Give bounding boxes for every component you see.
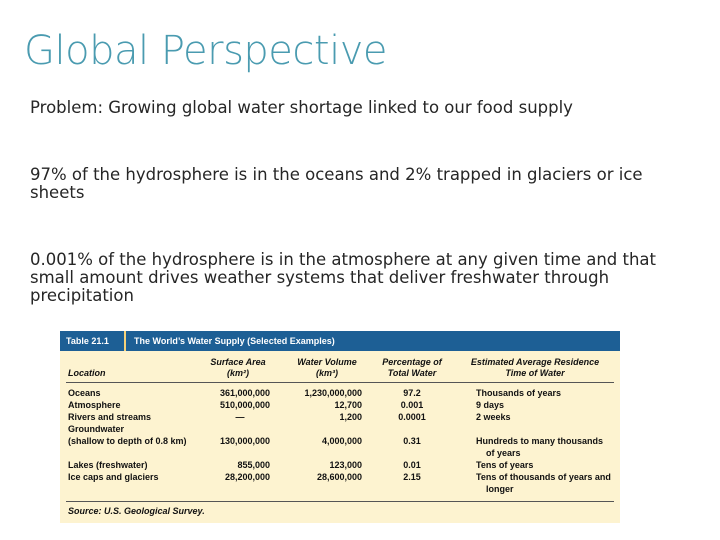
row-lakes-residence: Tens of years [476,460,534,470]
row-oceans-location: Oceans [68,388,101,398]
row-oceans-residence: Thousands of years [476,388,562,398]
row-rivers-location: Rivers and streams [68,412,152,422]
water-supply-table [60,331,620,523]
row-rivers-residence: 2 weeks [476,412,511,422]
row-ice-volume: 28,600,000 [316,472,362,482]
col-header-residence [462,357,608,379]
row-atmosphere-location: Atmosphere [68,400,121,410]
col-header-area-line1: Surface Area [210,357,266,367]
row-oceans-area: 361,000,000 [219,388,270,398]
row-atmosphere-residence: 9 days [476,400,505,410]
table-title: The World’s Water Supply (Selected Examples) [134,336,335,346]
row-groundwater-volume: 4,000,000 [321,436,362,446]
col-header-percent-line2: Total Water [387,368,437,378]
row-atmosphere-percent: 0.001 [400,400,424,410]
col-header-area [198,357,278,379]
row-ice-residence: Tens of thousands of years and [476,472,611,482]
col-header-location: Location [68,368,106,378]
table-body [60,351,620,523]
footer-rule [66,501,614,502]
row-groundwater-location-detail: (shallow to depth of 0.8 km) [68,436,187,446]
row-lakes-location: Lakes (freshwater) [68,460,148,470]
col-header-percent [372,357,452,379]
col-header-residence-line2: Time of Water [505,368,565,378]
row-groundwater-residence: Hundreds to many thousands [476,436,604,446]
row-ice-residence-cont: longer [486,484,514,494]
table-number: Table 21.1 [60,331,126,351]
row-oceans-percent: 97.2 [403,388,421,398]
paragraph-problem: Problem: Growing global water shortage linked to our food supply [30,98,573,117]
paragraph-atmosphere: 0.001% of the hydrosphere is in the atmosphere at any given time and that small amount drives weather systems that deliver freshwater through precipitation [30,250,657,305]
col-header-percent-line1: Percentage of [382,357,442,367]
row-atmosphere-volume: 12,700 [334,400,362,410]
row-rivers-volume: 1,200 [339,412,362,422]
col-header-volume-line2: (km³) [316,368,338,378]
row-ice-location: Ice caps and glaciers [68,472,159,482]
row-ice-percent: 2.15 [403,472,421,482]
paragraph-oceans: 97% of the hydrosphere is in the oceans and 2% trapped in glaciers or ice sheets [30,165,643,202]
row-ice-area: 28,200,000 [224,472,270,482]
row-rivers-area: — [235,412,245,422]
row-groundwater-location: Groundwater [68,424,125,434]
col-header-volume-line1: Water Volume [297,357,357,367]
row-atmosphere-area: 510,000,000 [219,400,270,410]
col-header-residence-line1: Estimated Average Residence [470,357,600,367]
row-rivers-percent: 0.0001 [398,412,426,422]
row-oceans-volume: 1,230,000,000 [304,388,362,398]
table-header-bar [60,331,620,351]
row-lakes-percent: 0.01 [403,460,421,470]
row-lakes-volume: 123,000 [329,460,362,470]
row-groundwater-area: 130,000,000 [219,436,270,446]
col-header-area-line2: (km²) [227,368,249,378]
row-lakes-area: 855,000 [237,460,270,470]
row-groundwater-percent: 0.31 [403,436,421,446]
col-header-volume [287,357,367,379]
table-source: Source: U.S. Geological Survey. [68,506,205,516]
header-rule [66,382,614,383]
row-groundwater-residence-cont: of years [486,448,521,458]
slide-title: Global Perspective [24,28,387,74]
